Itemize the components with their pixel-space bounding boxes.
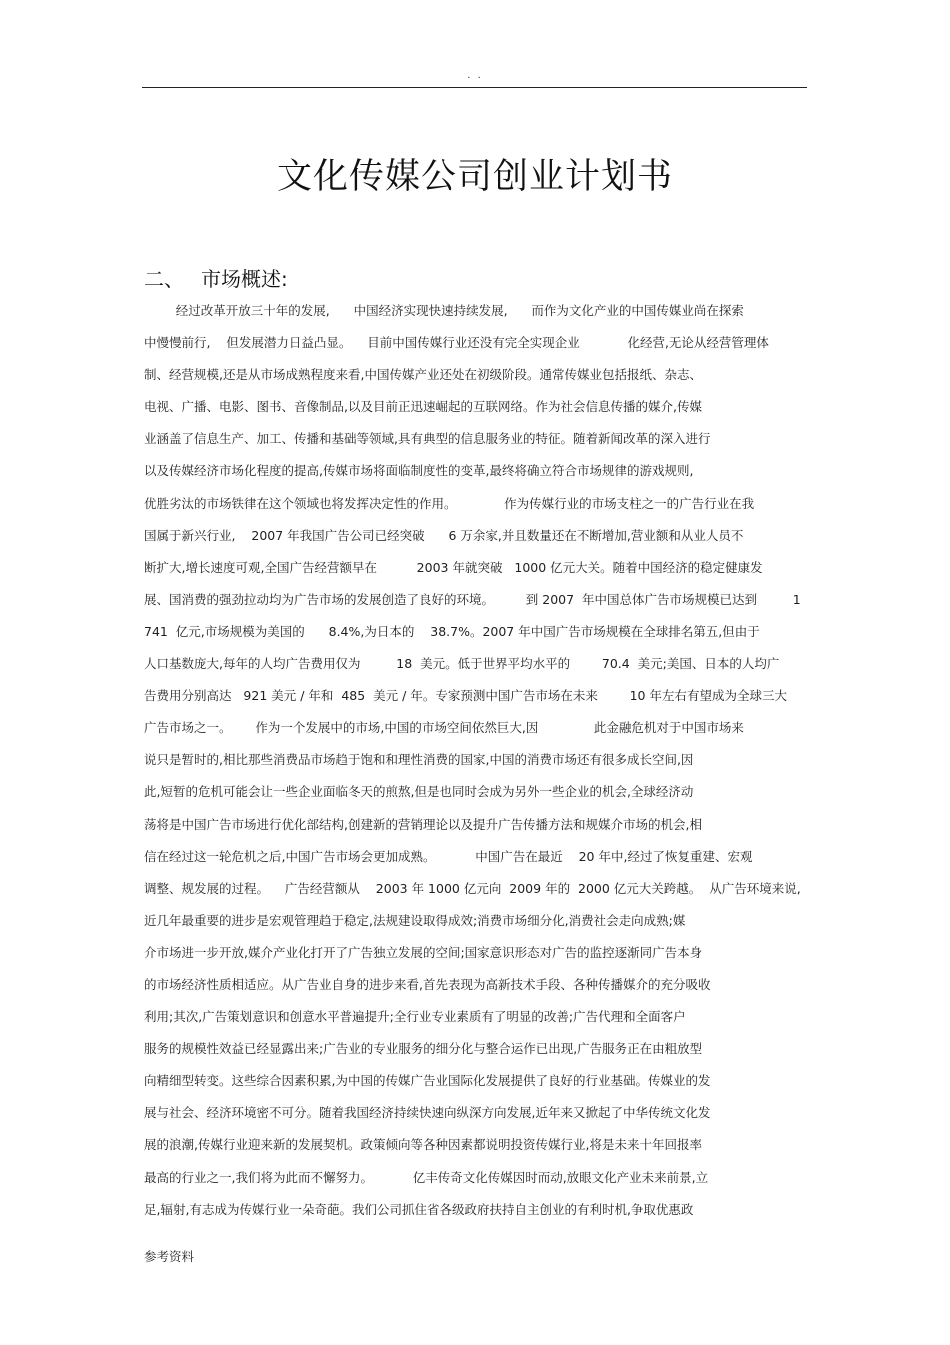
body-line: 制、经营规模,还是从市场成熟程度来看,中国传媒产业还处在初级阶段。通常传媒业包括报纸、杂志、 <box>144 367 702 383</box>
body-line: 利用;其次,广告策划意识和创意水平普遍提升;全行业专业素质有了明显的改善;广告代理和全面客户 <box>144 1009 686 1025</box>
section-heading-text: 市场概述: <box>201 267 288 291</box>
body-line: 服务的规模性效益已经显露出来;广告业的专业服务的细分化与整合运作已出现,广告服务正在由粗放型 <box>144 1041 703 1057</box>
body-line: 告费用分别高达 921 美元 / 年和 485 美元 / 年。专家预测中国广告市场在未来 10 年左右有望成为全球三大 <box>144 688 787 704</box>
body-line: 向精细型转变。这些综合因素积累,为中国的传媒广告业国际化发展提供了良好的行业基础。传媒业的发 <box>144 1073 711 1089</box>
body-line: 展与社会、经济环境密不可分。随着我国经济持续快速向纵深方向发展,近年来又掀起了中华传统文化发 <box>144 1105 711 1121</box>
body-line: 人口基数庞大,每年的人均广告费用仅为 18 美元。低于世界平均水平的 70.4 美元;美国、日本的人均广 <box>144 656 780 672</box>
body-paragraph <box>144 300 809 1231</box>
body-line: 信在经过这一轮危机之后,中国广告市场会更加成熟。 中国广告在最近 20 年中,经过了恢复重建、宏观 <box>144 848 753 864</box>
document-title: 文化传媒公司创业计划书 <box>276 157 673 197</box>
header-mark: . . <box>467 70 483 81</box>
section-number: 二、 <box>144 267 184 291</box>
body-line: 广告市场之一。 作为一个发展中的市场,中国的市场空间依然巨大,因 此金融危机对于中国市场来 <box>144 720 744 736</box>
body-line: 741 亿元,市场规模为美国的 8.4%,为日本的 38.7%。2007 年中国广告市场规模在全球排名第五,但由于 <box>144 623 760 639</box>
body-line: 电视、广播、电影、图书、音像制品,以及目前正迅速崛起的互联网络。作为社会信息传播的媒介,传媒 <box>144 399 702 415</box>
body-line: 最高的行业之一,我们将为此而不懈努力。 亿丰传奇文化传媒因时而动,放眼文化产业未来前景,立 <box>144 1169 709 1185</box>
body-line: 荡将是中国广告市场进行优化部结构,创建新的营销理论以及提升广告传播方法和规媒介市场的机会,相 <box>144 816 702 832</box>
body-line: 近几年最重要的进步是宏观管理趋于稳定,法规建设取得成效;消费市场细分化,消费社会走向成熟;媒 <box>144 912 686 928</box>
body-line: 调整、规发展的过程。 广告经营额从 2003 年 1000 亿元向 2009 年的 2000 亿元大关跨越。 从广告环境来说, <box>144 880 801 896</box>
body-line: 业涵盖了信息生产、加工、传播和基础等领域,具有典型的信息服务业的特征。随着新闻改革的深入进行 <box>144 431 711 447</box>
body-line: 的市场经济性质相适应。从广告业自身的进步来看,首先表现为高新技术手段、各种传播媒介的充分吸收 <box>144 976 711 992</box>
body-line: 优胜劣汰的市场铁律在这个领域也将发挥决定性的作用。 作为传媒行业的市场支柱之一的广告行业在我 <box>144 495 755 511</box>
body-line: 说只是暂时的,相比那些消费品市场趋于饱和和理性消费的国家,中国的消费市场还有很多成长空间,因 <box>144 752 694 768</box>
body-line: 介市场进一步开放,媒介产业化打开了广告独立发展的空间;国家意识形态对广告的监控逐渐同广告本身 <box>144 944 703 960</box>
section-heading <box>144 265 288 293</box>
body-line: 经过改革开放三十年的发展, 中国经济实现快速持续发展, 而作为文化产业的中国传媒业尚在探索 <box>144 303 744 318</box>
body-line: 中慢慢前行, 但发展潜力日益凸显。 目前中国传媒行业还没有完全实现企业 化经营,无论从经营管理体 <box>144 335 769 351</box>
body-line: 展、国消费的强劲拉动均为广告市场的发展创造了良好的环境。 到 2007 年中国总体广告市场规模已达到 1 <box>144 591 801 607</box>
body-line: 此,短暂的危机可能会让一些企业面临冬天的煎熬,但是也同时会成为另外一些企业的机会,全球经济动 <box>144 784 694 800</box>
header-rule <box>142 87 807 88</box>
body-line: 国属于新兴行业, 2007 年我国广告公司已经突破 6 万余家,并且数量还在不断增加,营业额和从业人员不 <box>144 527 744 543</box>
body-line: 足,辐射,有志成为传媒行业一朵奇葩。我们公司抓住省各级政府扶持自主创业的有利时机,争取优惠政 <box>144 1201 694 1217</box>
body-line: 展的浪潮,传媒行业迎来新的发展契机。政策倾向等各种因素都说明投资传媒行业,将是未来十年回报率 <box>144 1137 702 1153</box>
footer-note: 参考资料 <box>144 1249 195 1264</box>
body-line: 以及传媒经济市场化程度的提高,传媒市场将面临制度性的变革,最终将确立符合市场规律的游戏规则, <box>144 463 694 479</box>
body-line: 断扩大,增长速度可观,全国广告经营额早在 2003 年就突破 1000 亿元大关。随着中国经济的稳定健康发 <box>144 559 763 575</box>
